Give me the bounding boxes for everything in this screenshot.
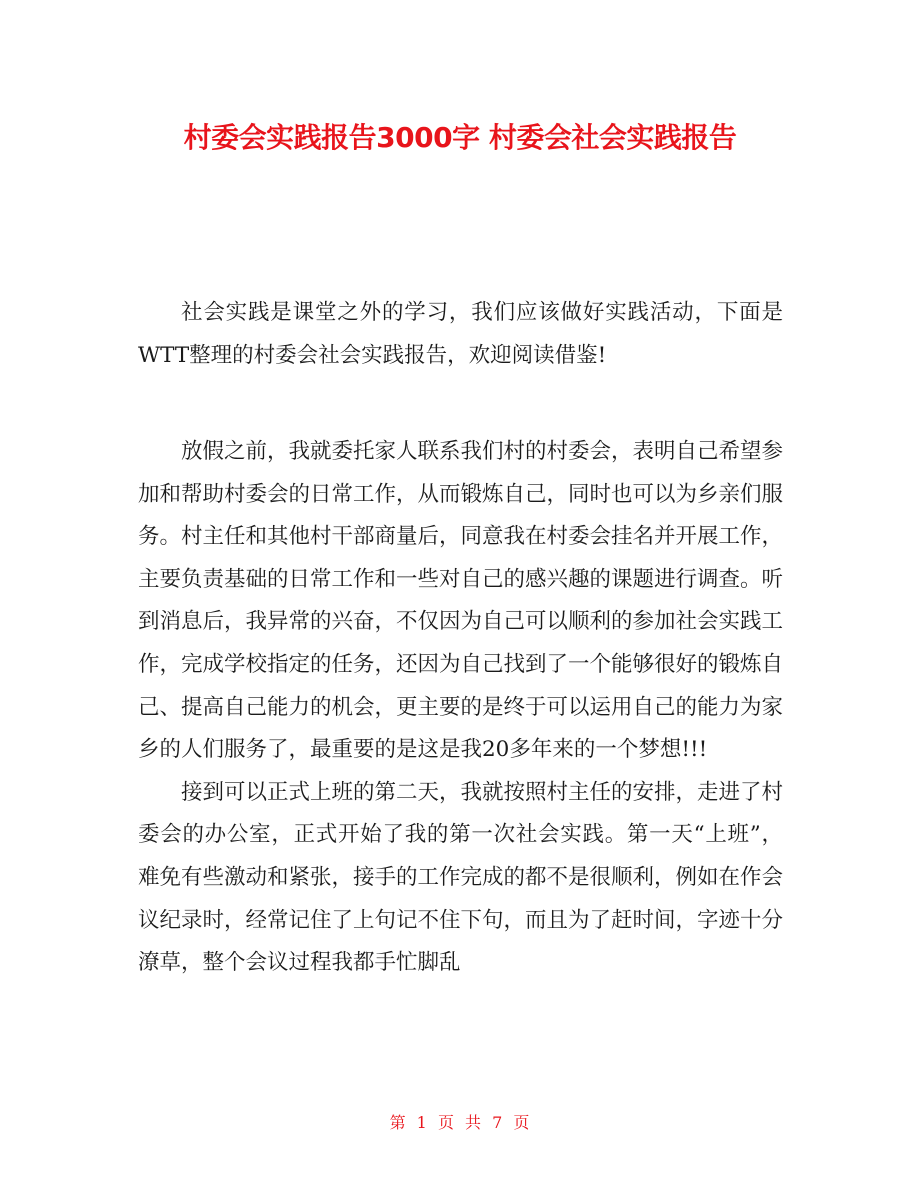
intro-block bbox=[138, 292, 783, 377]
document-title: 村委会实践报告3000字 村委会社会实践报告 bbox=[183, 121, 737, 154]
body-paragraph-1: 放假之前，我就委托家人联系我们村的村委会，表明自己希望参加和帮助村委会的日常工作，从而锻炼自己，同时也可以为乡亲们服务。村主任和其他村干部商量后，同意我在村委会挂名并开展工作，主要负责基础的日常工作和一些对自己的感兴趣的课题进行调查。听到消息后，我异常的兴奋，不仅因为自己可以顺利的参加社会实践工作，完成学校指定的任务，还因为自己找到了一个能够很好的锻炼自己、提高自己能力的机会，更主要的是终于可以运用自己的能力为家乡的人们服务了，最重要的是这是我20多年来的一个梦想!!! bbox=[138, 439, 784, 763]
body-paragraph-2: 接到可以正式上班的第二天，我就按照村主任的安排，走进了村委会的办公室，正式开始了我的第一次社会实践。第一天“上班”，难免有些激动和紧张，接手的工作完成的都不是很顺利，例如在作会议纪录时，经常记住了上句记不住下句，而且为了赶时间，字迹十分潦草，整个会议过程我都手忙脚乱 bbox=[138, 779, 784, 976]
intro-paragraph: 社会实践是课堂之外的学习，我们应该做好实践活动，下面是WTT整理的村委会社会实践报告，欢迎阅读借鉴! bbox=[138, 300, 783, 368]
body-block bbox=[138, 431, 783, 985]
page-number-footer: 第 1 页 共 7 页 bbox=[389, 1113, 531, 1132]
